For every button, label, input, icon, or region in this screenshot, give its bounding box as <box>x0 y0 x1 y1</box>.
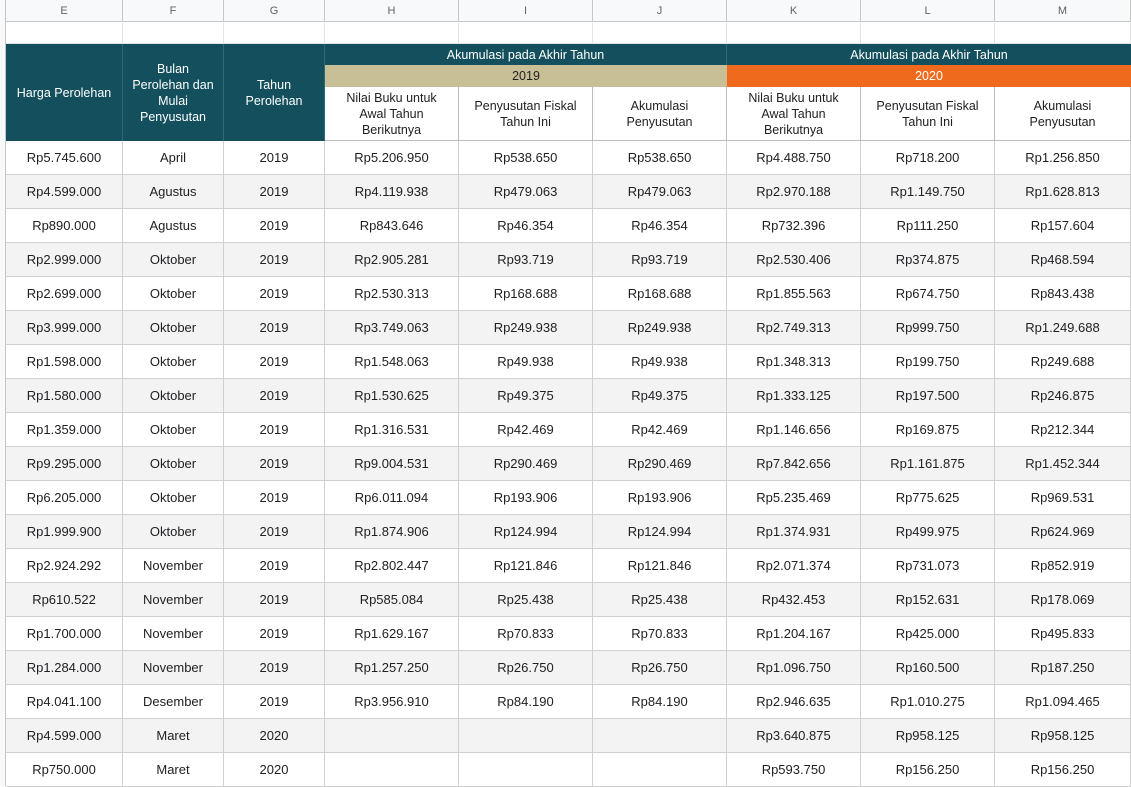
cell-tahun-perolehan[interactable]: 2019 <box>224 311 325 345</box>
cell-harga-perolehan[interactable]: Rp1.284.000 <box>6 651 123 685</box>
cell-tahun-perolehan[interactable]: 2019 <box>224 481 325 515</box>
cell-harga-perolehan[interactable]: Rp2.924.292 <box>6 549 123 583</box>
cell-penyusutan-fiskal-2019[interactable] <box>459 753 593 787</box>
header-akumulasi-2020[interactable]: Akumulasi pada Akhir Tahun <box>727 44 1131 65</box>
cell-akumulasi-penyusutan-2019[interactable]: Rp49.375 <box>593 379 727 413</box>
cell-nilai-buku-2019[interactable]: Rp2.530.313 <box>325 277 459 311</box>
cell-akumulasi-penyusutan-2019[interactable]: Rp193.906 <box>593 481 727 515</box>
cell-akumulasi-penyusutan-2020[interactable]: Rp958.125 <box>995 719 1131 753</box>
blank-cell[interactable] <box>325 23 459 44</box>
cell-akumulasi-penyusutan-2020[interactable]: Rp843.438 <box>995 277 1131 311</box>
cell-harga-perolehan[interactable]: Rp890.000 <box>6 209 123 243</box>
header-akumulasi-2019[interactable]: Akumulasi pada Akhir Tahun <box>325 44 727 65</box>
cell-harga-perolehan[interactable]: Rp5.745.600 <box>6 141 123 175</box>
cell-nilai-buku-2020[interactable]: Rp2.071.374 <box>727 549 861 583</box>
cell-harga-perolehan[interactable]: Rp6.205.000 <box>6 481 123 515</box>
cell-tahun-perolehan[interactable]: 2019 <box>224 175 325 209</box>
cell-nilai-buku-2020[interactable]: Rp732.396 <box>727 209 861 243</box>
cell-nilai-buku-2020[interactable]: Rp4.488.750 <box>727 141 861 175</box>
cell-akumulasi-penyusutan-2019[interactable]: Rp70.833 <box>593 617 727 651</box>
cell-nilai-buku-2020[interactable]: Rp1.374.931 <box>727 515 861 549</box>
cell-penyusutan-fiskal-2020[interactable]: Rp958.125 <box>861 719 995 753</box>
cell-penyusutan-fiskal-2020[interactable]: Rp425.000 <box>861 617 995 651</box>
column-header-m[interactable]: M <box>995 0 1131 22</box>
cell-nilai-buku-2019[interactable]: Rp1.257.250 <box>325 651 459 685</box>
cell-penyusutan-fiskal-2019[interactable]: Rp538.650 <box>459 141 593 175</box>
cell-bulan-perolehan[interactable]: November <box>123 583 224 617</box>
cell-nilai-buku-2019[interactable]: Rp1.629.167 <box>325 617 459 651</box>
cell-akumulasi-penyusutan-2020[interactable]: Rp624.969 <box>995 515 1131 549</box>
cell-penyusutan-fiskal-2019[interactable]: Rp46.354 <box>459 209 593 243</box>
cell-bulan-perolehan[interactable]: Agustus <box>123 209 224 243</box>
cell-penyusutan-fiskal-2020[interactable]: Rp197.500 <box>861 379 995 413</box>
cell-harga-perolehan[interactable]: Rp1.700.000 <box>6 617 123 651</box>
cell-nilai-buku-2020[interactable]: Rp1.855.563 <box>727 277 861 311</box>
cell-penyusutan-fiskal-2019[interactable]: Rp193.906 <box>459 481 593 515</box>
table-row <box>6 175 1131 209</box>
cell-tahun-perolehan[interactable]: 2019 <box>224 277 325 311</box>
cell-akumulasi-penyusutan-2020[interactable]: Rp246.875 <box>995 379 1131 413</box>
cell-penyusutan-fiskal-2020[interactable]: Rp169.875 <box>861 413 995 447</box>
table-row <box>6 753 1131 787</box>
cell-akumulasi-penyusutan-2020[interactable]: Rp495.833 <box>995 617 1131 651</box>
cell-akumulasi-penyusutan-2020[interactable]: Rp157.604 <box>995 209 1131 243</box>
cell-nilai-buku-2019[interactable]: Rp3.749.063 <box>325 311 459 345</box>
cell-nilai-buku-2019[interactable]: Rp2.802.447 <box>325 549 459 583</box>
table-row <box>6 209 1131 243</box>
cell-nilai-buku-2019[interactable]: Rp1.530.625 <box>325 379 459 413</box>
blank-cell[interactable] <box>123 23 224 44</box>
header-nilai-buku-2019[interactable]: Nilai Buku untuk Awal Tahun Berikutnya <box>325 87 459 141</box>
cell-tahun-perolehan[interactable]: 2019 <box>224 651 325 685</box>
data-rows <box>6 141 1131 787</box>
cell-akumulasi-penyusutan-2019[interactable]: Rp46.354 <box>593 209 727 243</box>
cell-penyusutan-fiskal-2019[interactable] <box>459 719 593 753</box>
cell-tahun-perolehan[interactable]: 2019 <box>224 447 325 481</box>
cell-nilai-buku-2019[interactable]: Rp3.956.910 <box>325 685 459 719</box>
cell-penyusutan-fiskal-2019[interactable]: Rp25.438 <box>459 583 593 617</box>
cell-akumulasi-penyusutan-2019[interactable]: Rp249.938 <box>593 311 727 345</box>
table-row <box>6 685 1131 719</box>
cell-bulan-perolehan[interactable]: Maret <box>123 719 224 753</box>
cell-bulan-perolehan[interactable]: November <box>123 617 224 651</box>
cell-nilai-buku-2020[interactable]: Rp1.348.313 <box>727 345 861 379</box>
column-header-bar <box>6 0 1131 23</box>
column-header-k[interactable]: K <box>727 0 861 22</box>
header-harga-perolehan[interactable]: Harga Perolehan <box>6 44 123 141</box>
column-header-l[interactable]: L <box>861 0 995 22</box>
cell-penyusutan-fiskal-2020[interactable]: Rp156.250 <box>861 753 995 787</box>
cell-nilai-buku-2019[interactable]: Rp9.004.531 <box>325 447 459 481</box>
cell-harga-perolehan[interactable]: Rp1.580.000 <box>6 379 123 413</box>
header-penyusutan-fiskal-2019[interactable]: Penyusutan Fiskal Tahun Ini <box>459 87 593 141</box>
table-row <box>6 345 1131 379</box>
cell-tahun-perolehan[interactable]: 2019 <box>224 379 325 413</box>
table-row <box>6 617 1131 651</box>
column-header-g[interactable]: G <box>224 0 325 22</box>
blank-cell[interactable] <box>459 23 593 44</box>
blank-cell[interactable] <box>224 23 325 44</box>
header-nilai-buku-2020[interactable]: Nilai Buku untuk Awal Tahun Berikutnya <box>727 87 861 141</box>
cell-akumulasi-penyusutan-2020[interactable]: Rp1.094.465 <box>995 685 1131 719</box>
cell-bulan-perolehan[interactable]: Oktober <box>123 413 224 447</box>
cell-nilai-buku-2020[interactable]: Rp432.453 <box>727 583 861 617</box>
cell-nilai-buku-2020[interactable]: Rp2.946.635 <box>727 685 861 719</box>
table-row <box>6 515 1131 549</box>
cell-penyusutan-fiskal-2020[interactable]: Rp731.073 <box>861 549 995 583</box>
cell-penyusutan-fiskal-2019[interactable]: Rp70.833 <box>459 617 593 651</box>
cell-akumulasi-penyusutan-2019[interactable] <box>593 719 727 753</box>
cell-nilai-buku-2019[interactable]: Rp4.119.938 <box>325 175 459 209</box>
header-tahun-perolehan[interactable]: Tahun Perolehan <box>224 44 325 141</box>
table-row <box>6 481 1131 515</box>
table-row <box>6 447 1131 481</box>
cell-harga-perolehan[interactable]: Rp2.699.000 <box>6 277 123 311</box>
cell-tahun-perolehan[interactable]: 2019 <box>224 617 325 651</box>
cell-tahun-perolehan[interactable]: 2020 <box>224 719 325 753</box>
cell-penyusutan-fiskal-2020[interactable]: Rp152.631 <box>861 583 995 617</box>
cell-akumulasi-penyusutan-2020[interactable]: Rp1.452.344 <box>995 447 1131 481</box>
cell-bulan-perolehan[interactable]: Agustus <box>123 175 224 209</box>
cell-tahun-perolehan[interactable]: 2019 <box>224 345 325 379</box>
cell-penyusutan-fiskal-2020[interactable]: Rp111.250 <box>861 209 995 243</box>
cell-akumulasi-penyusutan-2019[interactable]: Rp479.063 <box>593 175 727 209</box>
cell-nilai-buku-2019[interactable]: Rp1.874.906 <box>325 515 459 549</box>
cell-bulan-perolehan[interactable]: Oktober <box>123 447 224 481</box>
cell-bulan-perolehan[interactable]: Desember <box>123 685 224 719</box>
table-row <box>6 583 1131 617</box>
cell-penyusutan-fiskal-2019[interactable]: Rp84.190 <box>459 685 593 719</box>
table-row <box>6 413 1131 447</box>
cell-tahun-perolehan[interactable]: 2019 <box>224 685 325 719</box>
cell-akumulasi-penyusutan-2019[interactable] <box>593 753 727 787</box>
cell-penyusutan-fiskal-2020[interactable]: Rp1.149.750 <box>861 175 995 209</box>
cell-nilai-buku-2020[interactable]: Rp3.640.875 <box>727 719 861 753</box>
cell-penyusutan-fiskal-2020[interactable]: Rp718.200 <box>861 141 995 175</box>
header-akumulasi-penyusutan-2020[interactable]: Akumulasi Penyusutan <box>995 87 1131 141</box>
cell-harga-perolehan[interactable]: Rp4.599.000 <box>6 175 123 209</box>
cell-bulan-perolehan[interactable]: Oktober <box>123 243 224 277</box>
cell-nilai-buku-2019[interactable]: Rp1.316.531 <box>325 413 459 447</box>
cell-penyusutan-fiskal-2020[interactable]: Rp674.750 <box>861 277 995 311</box>
cell-harga-perolehan[interactable]: Rp2.999.000 <box>6 243 123 277</box>
cell-harga-perolehan[interactable]: Rp1.359.000 <box>6 413 123 447</box>
cell-nilai-buku-2019[interactable]: Rp2.905.281 <box>325 243 459 277</box>
cell-nilai-buku-2020[interactable]: Rp2.530.406 <box>727 243 861 277</box>
cell-nilai-buku-2020[interactable]: Rp5.235.469 <box>727 481 861 515</box>
column-header-i[interactable]: I <box>459 0 593 22</box>
cell-akumulasi-penyusutan-2019[interactable]: Rp42.469 <box>593 413 727 447</box>
cell-akumulasi-penyusutan-2020[interactable]: Rp187.250 <box>995 651 1131 685</box>
column-header-j[interactable]: J <box>593 0 727 22</box>
cell-bulan-perolehan[interactable]: Oktober <box>123 277 224 311</box>
column-header-f[interactable]: F <box>123 0 224 22</box>
cell-akumulasi-penyusutan-2020[interactable]: Rp1.628.813 <box>995 175 1131 209</box>
cell-nilai-buku-2020[interactable]: Rp2.749.313 <box>727 311 861 345</box>
cell-akumulasi-penyusutan-2020[interactable]: Rp178.069 <box>995 583 1131 617</box>
table-row <box>6 719 1131 753</box>
cell-nilai-buku-2020[interactable]: Rp593.750 <box>727 753 861 787</box>
cell-nilai-buku-2020[interactable]: Rp2.970.188 <box>727 175 861 209</box>
cell-penyusutan-fiskal-2020[interactable]: Rp1.010.275 <box>861 685 995 719</box>
cell-akumulasi-penyusutan-2019[interactable]: Rp25.438 <box>593 583 727 617</box>
cell-bulan-perolehan[interactable]: November <box>123 651 224 685</box>
cell-penyusutan-fiskal-2020[interactable]: Rp499.975 <box>861 515 995 549</box>
cell-tahun-perolehan[interactable]: 2019 <box>224 515 325 549</box>
cell-tahun-perolehan[interactable]: 2019 <box>224 209 325 243</box>
cell-bulan-perolehan[interactable]: April <box>123 141 224 175</box>
table-row <box>6 549 1131 583</box>
cell-penyusutan-fiskal-2020[interactable]: Rp160.500 <box>861 651 995 685</box>
cell-penyusutan-fiskal-2019[interactable]: Rp290.469 <box>459 447 593 481</box>
cell-bulan-perolehan[interactable]: Oktober <box>123 311 224 345</box>
cell-akumulasi-penyusutan-2019[interactable]: Rp93.719 <box>593 243 727 277</box>
cell-akumulasi-penyusutan-2019[interactable]: Rp26.750 <box>593 651 727 685</box>
cell-penyusutan-fiskal-2020[interactable]: Rp1.161.875 <box>861 447 995 481</box>
table-row <box>6 277 1131 311</box>
table-row <box>6 651 1131 685</box>
cell-bulan-perolehan[interactable]: Oktober <box>123 379 224 413</box>
header-akumulasi-penyusutan-2019[interactable]: Akumulasi Penyusutan <box>593 87 727 141</box>
header-bulan-perolehan[interactable]: Bulan Perolehan dan Mulai Penyusutan <box>123 44 224 141</box>
cell-akumulasi-penyusutan-2020[interactable]: Rp156.250 <box>995 753 1131 787</box>
cell-harga-perolehan[interactable]: Rp610.522 <box>6 583 123 617</box>
cell-penyusutan-fiskal-2019[interactable]: Rp26.750 <box>459 651 593 685</box>
cell-nilai-buku-2020[interactable]: Rp1.096.750 <box>727 651 861 685</box>
cell-penyusutan-fiskal-2020[interactable]: Rp999.750 <box>861 311 995 345</box>
cell-tahun-perolehan[interactable]: 2019 <box>224 583 325 617</box>
cell-penyusutan-fiskal-2019[interactable]: Rp121.846 <box>459 549 593 583</box>
blank-cell[interactable] <box>593 23 727 44</box>
cell-bulan-perolehan[interactable]: Oktober <box>123 515 224 549</box>
blank-cell[interactable] <box>995 23 1131 44</box>
cell-nilai-buku-2019[interactable]: Rp1.548.063 <box>325 345 459 379</box>
cell-nilai-buku-2020[interactable]: Rp7.842.656 <box>727 447 861 481</box>
blank-cell[interactable] <box>861 23 995 44</box>
cell-nilai-buku-2019[interactable]: Rp5.206.950 <box>325 141 459 175</box>
cell-harga-perolehan[interactable]: Rp750.000 <box>6 753 123 787</box>
cell-harga-perolehan[interactable]: Rp1.999.900 <box>6 515 123 549</box>
cell-penyusutan-fiskal-2019[interactable]: Rp49.938 <box>459 345 593 379</box>
cell-bulan-perolehan[interactable]: November <box>123 549 224 583</box>
cell-nilai-buku-2019[interactable] <box>325 719 459 753</box>
cell-nilai-buku-2020[interactable]: Rp1.333.125 <box>727 379 861 413</box>
cell-nilai-buku-2019[interactable]: Rp585.084 <box>325 583 459 617</box>
cell-nilai-buku-2020[interactable]: Rp1.146.656 <box>727 413 861 447</box>
cell-nilai-buku-2020[interactable]: Rp1.204.167 <box>727 617 861 651</box>
cell-akumulasi-penyusutan-2019[interactable]: Rp538.650 <box>593 141 727 175</box>
cell-harga-perolehan[interactable]: Rp9.295.000 <box>6 447 123 481</box>
cell-nilai-buku-2019[interactable] <box>325 753 459 787</box>
cell-penyusutan-fiskal-2019[interactable]: Rp124.994 <box>459 515 593 549</box>
cell-tahun-perolehan[interactable]: 2019 <box>224 549 325 583</box>
cell-akumulasi-penyusutan-2020[interactable]: Rp1.256.850 <box>995 141 1131 175</box>
table-row <box>6 379 1131 413</box>
cell-akumulasi-penyusutan-2020[interactable]: Rp852.919 <box>995 549 1131 583</box>
table-row <box>6 141 1131 175</box>
table-row <box>6 311 1131 345</box>
cell-akumulasi-penyusutan-2019[interactable]: Rp290.469 <box>593 447 727 481</box>
cell-akumulasi-penyusutan-2020[interactable]: Rp212.344 <box>995 413 1131 447</box>
cell-penyusutan-fiskal-2019[interactable]: Rp168.688 <box>459 277 593 311</box>
header-year-2020[interactable]: 2020 <box>727 65 1131 87</box>
cell-bulan-perolehan[interactable]: Maret <box>123 753 224 787</box>
cell-tahun-perolehan[interactable]: 2019 <box>224 141 325 175</box>
cell-harga-perolehan[interactable]: Rp3.999.000 <box>6 311 123 345</box>
cell-harga-perolehan[interactable]: Rp4.599.000 <box>6 719 123 753</box>
cell-akumulasi-penyusutan-2020[interactable]: Rp969.531 <box>995 481 1131 515</box>
cell-akumulasi-penyusutan-2019[interactable]: Rp168.688 <box>593 277 727 311</box>
cell-tahun-perolehan[interactable]: 2019 <box>224 413 325 447</box>
cell-akumulasi-penyusutan-2019[interactable]: Rp49.938 <box>593 345 727 379</box>
cell-harga-perolehan[interactable]: Rp1.598.000 <box>6 345 123 379</box>
cell-tahun-perolehan[interactable]: 2020 <box>224 753 325 787</box>
cell-penyusutan-fiskal-2019[interactable]: Rp93.719 <box>459 243 593 277</box>
cell-nilai-buku-2019[interactable]: Rp843.646 <box>325 209 459 243</box>
blank-row <box>6 23 1131 44</box>
cell-penyusutan-fiskal-2020[interactable]: Rp199.750 <box>861 345 995 379</box>
blank-cell[interactable] <box>727 23 861 44</box>
column-header-h[interactable]: H <box>325 0 459 22</box>
header-penyusutan-fiskal-2020[interactable]: Penyusutan Fiskal Tahun Ini <box>861 87 995 141</box>
cell-bulan-perolehan[interactable]: Oktober <box>123 345 224 379</box>
cell-akumulasi-penyusutan-2019[interactable]: Rp124.994 <box>593 515 727 549</box>
cell-akumulasi-penyusutan-2019[interactable]: Rp121.846 <box>593 549 727 583</box>
cell-penyusutan-fiskal-2019[interactable]: Rp479.063 <box>459 175 593 209</box>
cell-penyusutan-fiskal-2019[interactable]: Rp49.375 <box>459 379 593 413</box>
cell-tahun-perolehan[interactable]: 2019 <box>224 243 325 277</box>
cell-akumulasi-penyusutan-2020[interactable]: Rp249.688 <box>995 345 1131 379</box>
table-row <box>6 243 1131 277</box>
cell-penyusutan-fiskal-2019[interactable]: Rp249.938 <box>459 311 593 345</box>
cell-akumulasi-penyusutan-2020[interactable]: Rp1.249.688 <box>995 311 1131 345</box>
cell-bulan-perolehan[interactable]: Oktober <box>123 481 224 515</box>
cell-penyusutan-fiskal-2020[interactable]: Rp775.625 <box>861 481 995 515</box>
blank-cell[interactable] <box>6 23 123 44</box>
cell-harga-perolehan[interactable]: Rp4.041.100 <box>6 685 123 719</box>
cell-penyusutan-fiskal-2020[interactable]: Rp374.875 <box>861 243 995 277</box>
column-header-e[interactable]: E <box>6 0 123 22</box>
cell-penyusutan-fiskal-2019[interactable]: Rp42.469 <box>459 413 593 447</box>
cell-nilai-buku-2019[interactable]: Rp6.011.094 <box>325 481 459 515</box>
header-year-2019[interactable]: 2019 <box>325 65 727 87</box>
cell-akumulasi-penyusutan-2020[interactable]: Rp468.594 <box>995 243 1131 277</box>
cell-akumulasi-penyusutan-2019[interactable]: Rp84.190 <box>593 685 727 719</box>
